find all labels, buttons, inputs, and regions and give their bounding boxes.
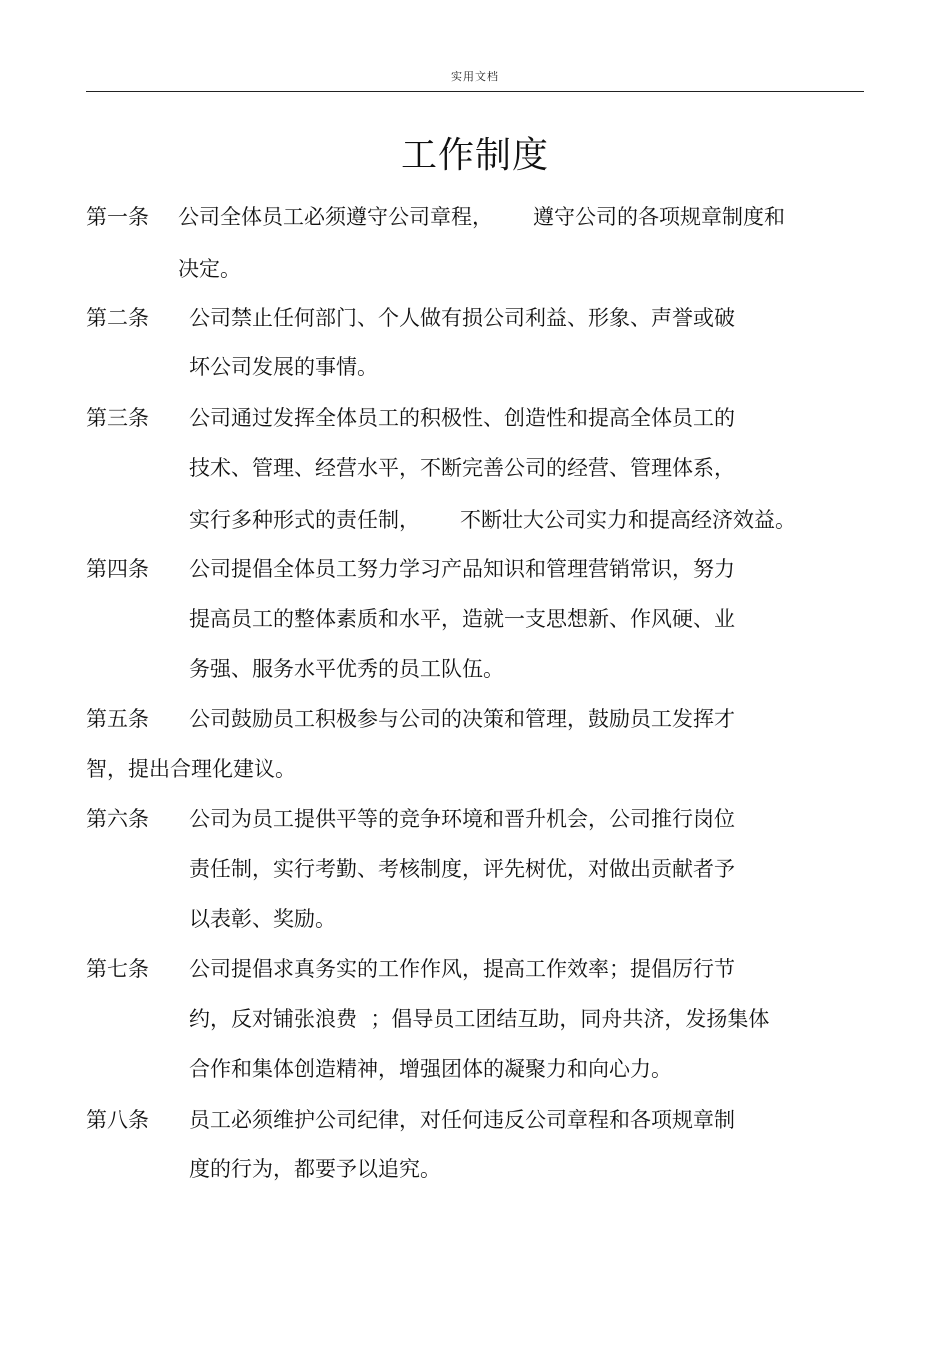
article-7-line-3: 合作和集体创造精神，增强团体的凝聚力和向心力。 bbox=[189, 1057, 672, 1081]
article-6-line-1: 公司为员工提供平等的竞争环境和晋升机会，公司推行岗位 bbox=[189, 807, 735, 831]
article-6-label: 第六条 bbox=[86, 807, 149, 831]
article-7-line-2: 约，反对铺张浪费 ；倡导员工团结互助，同舟共济，发扬集体 bbox=[189, 1007, 770, 1031]
article-3-line-2: 技术、管理、经营水平，不断完善公司的经营、管理体系， bbox=[189, 456, 735, 480]
article-3-label: 第三条 bbox=[86, 406, 149, 430]
article-8-line-2: 度的行为，都要予以追究。 bbox=[189, 1157, 441, 1181]
article-5-label: 第五条 bbox=[86, 707, 149, 731]
article-5-line-2: 智，提出合理化建议。 bbox=[86, 757, 296, 781]
article-3-line-3: 实行多种形式的责任制， 不断壮大公司实力和提高经济效益。 bbox=[189, 508, 797, 532]
article-7-label: 第七条 bbox=[86, 957, 149, 981]
article-4-line-1: 公司提倡全体员工努力学习产品知识和管理营销常识，努力 bbox=[189, 557, 735, 581]
article-8-label: 第八条 bbox=[86, 1108, 149, 1132]
article-1-label: 第一条 bbox=[86, 205, 149, 229]
article-3-line-1: 公司通过发挥全体员工的积极性、创造性和提高全体员工的 bbox=[189, 406, 735, 430]
article-4-line-2: 提高员工的整体素质和水平，造就一支思想新、作风硬、业 bbox=[189, 607, 735, 631]
article-6-line-2: 责任制，实行考勤、考核制度，评先树优，对做出贡献者予 bbox=[189, 857, 735, 881]
article-2-label: 第二条 bbox=[86, 306, 149, 330]
article-7-line-1: 公司提倡求真务实的工作作风，提高工作效率；提倡厉行节 bbox=[189, 957, 735, 981]
article-8-line-1: 员工必须维护公司纪律，对任何违反公司章程和各项规章制 bbox=[189, 1108, 735, 1132]
article-6-line-3: 以表彰、奖励。 bbox=[189, 907, 336, 931]
article-2-line-1: 公司禁止任何部门、个人做有损公司利益、形象、声誉或破 bbox=[189, 306, 735, 330]
page-header-label: 实用文档 bbox=[451, 70, 499, 83]
article-5-line-1: 公司鼓励员工积极参与公司的决策和管理，鼓励员工发挥才 bbox=[189, 707, 735, 731]
document-title: 工作制度 bbox=[400, 135, 549, 176]
header-divider bbox=[86, 91, 864, 92]
article-4-line-3: 务强、服务水平优秀的员工队伍。 bbox=[189, 657, 504, 681]
article-2-line-2: 坏公司发展的事情。 bbox=[189, 355, 378, 379]
article-1-line-1: 公司全体员工必须遵守公司章程， 遵守公司的各项规章制度和 bbox=[178, 205, 786, 229]
article-1-line-2: 决定。 bbox=[178, 257, 241, 281]
article-4-label: 第四条 bbox=[86, 557, 149, 581]
